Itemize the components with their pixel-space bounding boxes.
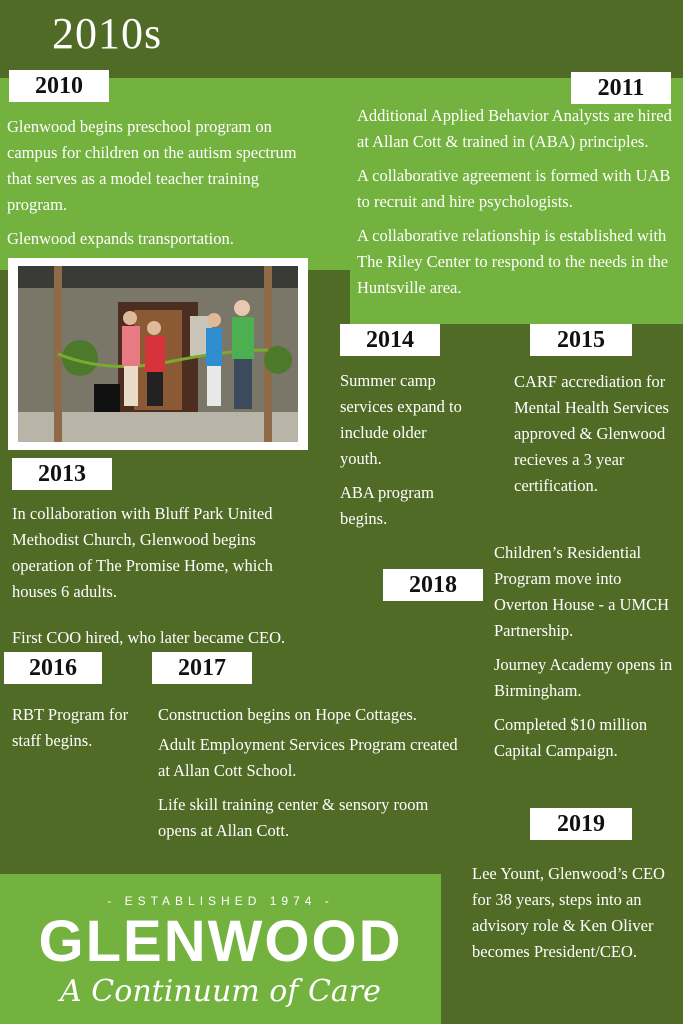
year-2018-item-2: Journey Academy opens in Birmingham. [494,655,673,700]
year-2014-text [340,368,470,540]
year-2011-text [357,103,672,309]
year-2011-item-3: A collaborative relationship is established with The Riley Center to respond to the needs in the Huntsville area. [357,226,669,297]
page-title: 2010s [52,9,163,58]
year-2013-text [12,501,317,659]
year-2018-text [494,540,674,772]
year-2019-text [472,861,672,973]
year-2010-item-1: Glenwood begins preschool program on campus for children on the autism spectrum that serves as a model teacher training program. [7,117,297,214]
year-2010-text [7,114,307,260]
year-2013-item-1: In collaboration with Bluff Park United Methodist Church, Glenwood begins operation of The Promise Home, which houses 6 adults. [12,504,273,601]
year-2014-item-1: Summer camp services expand to include older youth. [340,371,462,468]
year-2017-badge: 2017 [152,652,252,684]
year-2017-text [158,702,468,852]
year-2018-item-3: Completed $10 million Capital Campaign. [494,715,648,760]
year-2014-item-2: ABA program begins. [340,483,434,528]
year-2016-item-1: RBT Program for staff begins. [12,705,129,750]
year-2011-item-2: A collaborative agreement is formed with UAB to recruit and hire psychologists. [357,166,671,211]
brand-tagline: A Continuum of Care [60,974,381,1009]
glenwood-logo [0,874,441,1024]
established-text: - ESTABLISHED 1974 - [107,894,334,908]
year-2010-item-2: Glenwood expands transportation. [7,229,234,248]
year-2015-text [514,369,676,507]
year-2017-item-1: Construction begins on Hope Cottages. [158,705,417,724]
year-2014-badge: 2014 [340,324,440,356]
year-2018-badge: 2018 [383,569,483,601]
year-2011-badge: 2011 [571,72,671,104]
year-2017-item-3: Life skill training center & sensory room opens at Allan Cott. [158,795,429,840]
brand-name: GLENWOOD [38,909,403,974]
year-2015-badge: 2015 [530,324,632,356]
year-2011-item-1: Additional Applied Behavior Analysts are hired at Allan Cott & trained in (ABA) principles. [357,106,672,151]
year-2013-badge: 2013 [12,458,112,490]
year-2018-item-1: Children’s Residential Program move into Overton House - a UMCH Partnership. [494,543,670,640]
ribbon-cutting-photo [8,258,308,450]
year-2019-badge: 2019 [530,808,632,840]
year-2016-badge: 2016 [4,652,102,684]
ribbon-cutting-image [18,266,298,442]
year-2019-item-1: Lee Yount, Glenwood’s CEO for 38 years, steps into an advisory role & Ken Oliver becomes President/CEO. [472,864,665,961]
year-2013-item-2: First COO hired, who later became CEO. [12,628,286,647]
year-2010-badge: 2010 [9,70,109,102]
year-2015-item-1: CARF accrediation for Mental Health Services approved & Glenwood recieves a 3 year certification. [514,372,669,495]
year-2017-item-2: Adult Employment Services Program created at Allan Cott School. [158,735,458,780]
year-2016-text [12,702,137,762]
